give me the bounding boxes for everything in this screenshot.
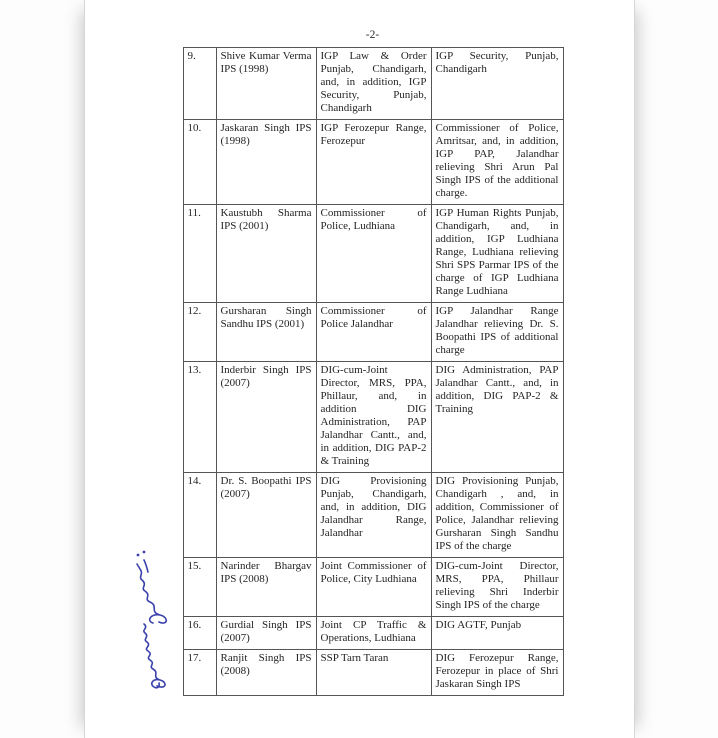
cell-new-posting: IGP Jalandhar Range Jalandhar relieving Dr. S. Boopathi IPS of additional charge xyxy=(431,303,563,362)
table-row xyxy=(183,120,563,205)
cell-officer: Gurdial Singh IPS (2007) xyxy=(216,617,316,650)
cell-officer: Kaustubh Sharma IPS (2001) xyxy=(216,205,316,303)
cell-serial: 13. xyxy=(183,362,216,473)
cell-new-posting: DIG Ferozepur Range, Ferozepur in place of Shri Jaskaran Singh IPS xyxy=(431,650,563,696)
table-row xyxy=(183,303,563,362)
cell-serial: 17. xyxy=(183,650,216,696)
cell-new-posting: DIG Provisioning Punjab, Chandigarh , and, in addition, Commissioner of Police, Jalandhar relieving Gursharan Singh Sandhu IPS of the charge xyxy=(431,473,563,558)
cell-current-posting: DIG Provisioning Punjab, Chandigarh, and, in addition, DIG Jalandhar Range, Jalandhar xyxy=(316,473,431,558)
cell-current-posting: IGP Ferozepur Range, Ferozepur xyxy=(316,120,431,205)
cell-serial: 10. xyxy=(183,120,216,205)
table-row xyxy=(183,473,563,558)
cell-serial: 9. xyxy=(183,48,216,120)
cell-current-posting: DIG-cum-Joint Director, MRS, PPA, Phillaur, and, in addition DIG Administration, PAP Jalandhar Cantt., and, in addition, DIG PAP-2 & Training xyxy=(316,362,431,473)
cell-new-posting: DIG-cum-Joint Director, MRS, PPA, Phillaur relieving Shri Inderbir Singh IPS of the charge xyxy=(431,558,563,617)
cell-officer: Inderbir Singh IPS (2007) xyxy=(216,362,316,473)
table-row xyxy=(183,617,563,650)
cell-current-posting: Joint CP Traffic & Operations, Ludhiana xyxy=(316,617,431,650)
cell-serial: 12. xyxy=(183,303,216,362)
table-row xyxy=(183,362,563,473)
cell-officer: Narinder Bhargav IPS (2008) xyxy=(216,558,316,617)
cell-new-posting: DIG AGTF, Punjab xyxy=(431,617,563,650)
handwritten-signature xyxy=(131,546,171,696)
cell-officer: Gursharan Singh Sandhu IPS (2001) xyxy=(216,303,316,362)
table-row xyxy=(183,48,563,120)
cell-new-posting: Commissioner of Police, Amritsar, and, in addition, IGP PAP, Jalandhar relieving Shri Arun Pal Singh IPS of the additional charge. xyxy=(431,120,563,205)
page-number: -2- xyxy=(365,29,380,41)
cell-current-posting: SSP Tarn Taran xyxy=(316,650,431,696)
table-row xyxy=(183,650,563,696)
cell-current-posting: IGP Law & Order Punjab, Chandigarh, and, in addition, IGP Security, Punjab, Chandigarh xyxy=(316,48,431,120)
cell-new-posting: IGP Security, Punjab, Chandigarh xyxy=(431,48,563,120)
cell-new-posting: DIG Administration, PAP Jalandhar Cantt., and, in addition, DIG PAP-2 & Training xyxy=(431,362,563,473)
transfer-table xyxy=(183,47,564,696)
transfer-table-body xyxy=(183,48,563,696)
cell-officer: Dr. S. Boopathi IPS (2007) xyxy=(216,473,316,558)
cell-new-posting: IGP Human Rights Punjab, Chandigarh, and, in addition, IGP Ludhiana Range, Ludhiana relieving Shri SPS Parmar IPS of the charge of IGP Ludhiana Range Ludhiana xyxy=(431,205,563,303)
cell-current-posting: Commissioner of Police Jalandhar xyxy=(316,303,431,362)
cell-serial: 11. xyxy=(183,205,216,303)
cell-current-posting: Joint Commissioner of Police, City Ludhiana xyxy=(316,558,431,617)
document-page xyxy=(85,0,634,738)
cell-serial: 14. xyxy=(183,473,216,558)
table-row xyxy=(183,558,563,617)
cell-officer: Shive Kumar Verma IPS (1998) xyxy=(216,48,316,120)
cell-serial: 16. xyxy=(183,617,216,650)
cell-officer: Ranjit Singh IPS (2008) xyxy=(216,650,316,696)
cell-serial: 15. xyxy=(183,558,216,617)
cell-officer: Jaskaran Singh IPS (1998) xyxy=(216,120,316,205)
cell-current-posting: Commissioner of Police, Ludhiana xyxy=(316,205,431,303)
table-row xyxy=(183,205,563,303)
